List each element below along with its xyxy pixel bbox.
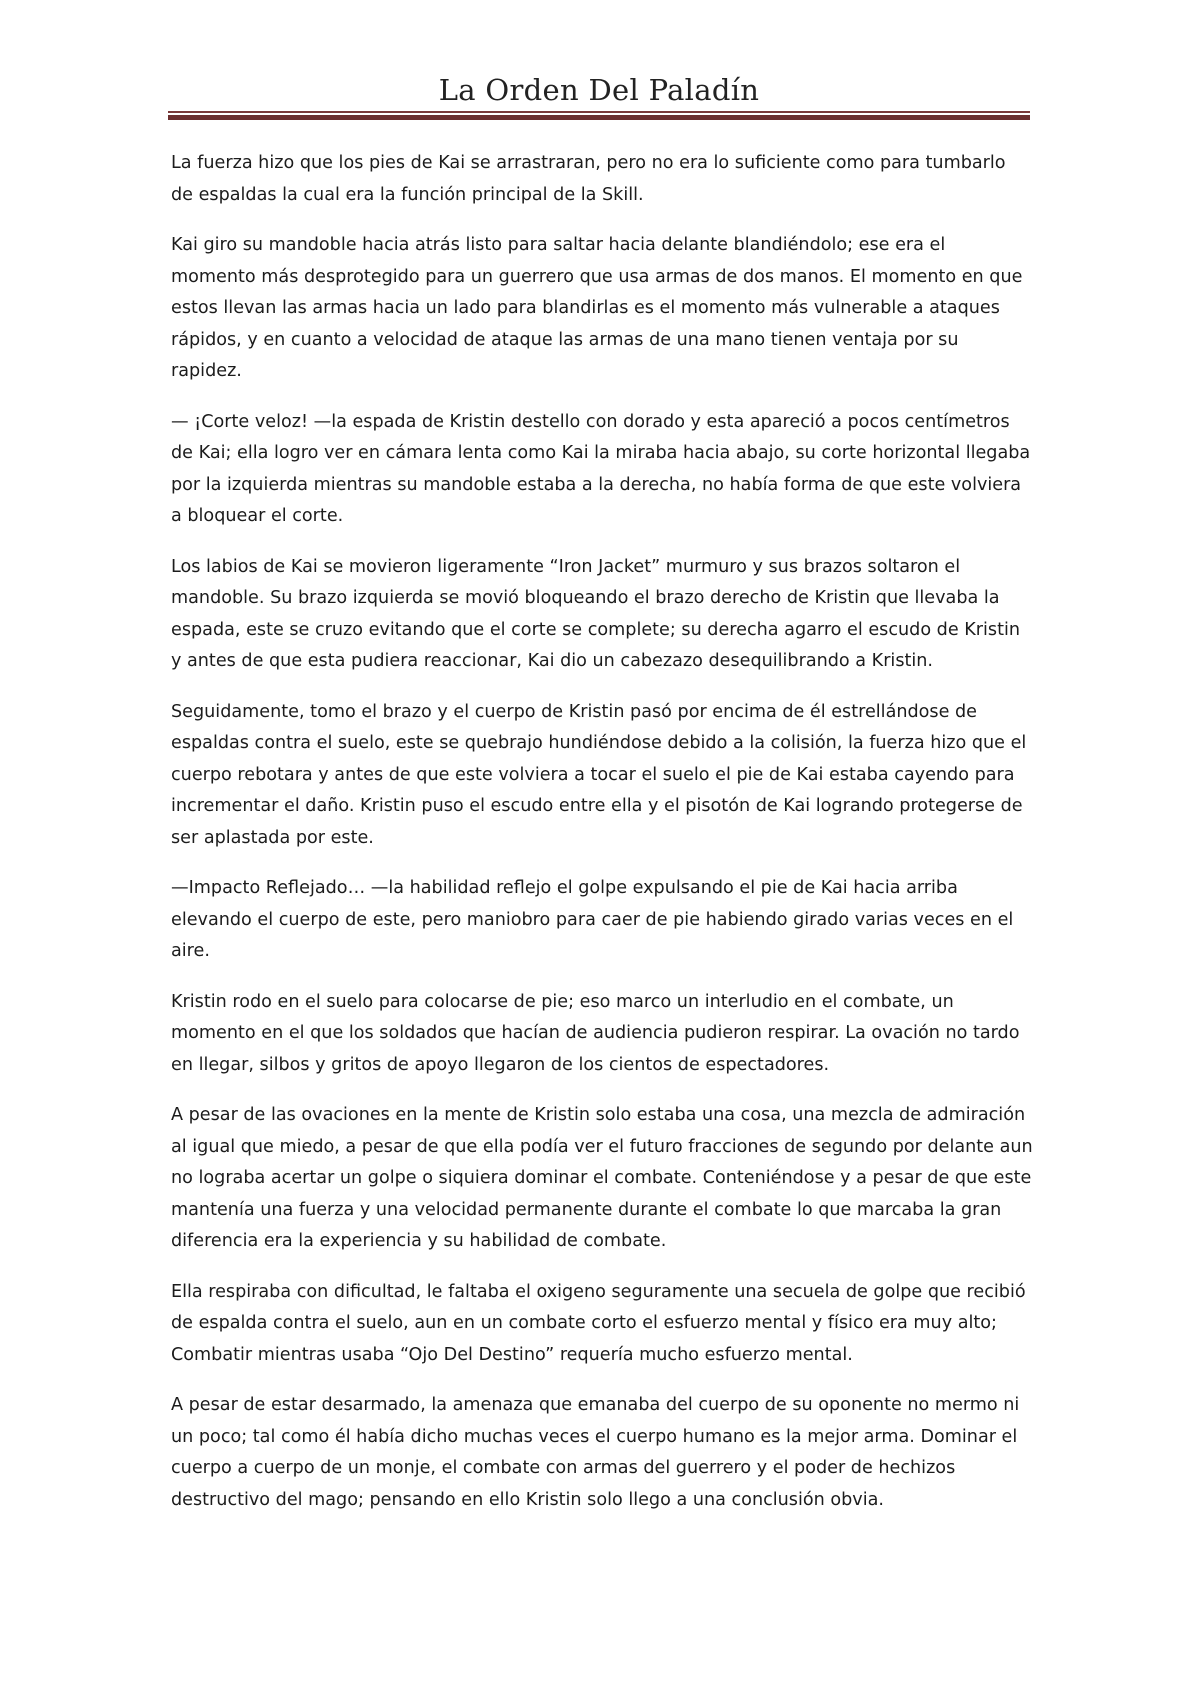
paragraph: A pesar de estar desarmado, la amenaza que emanaba del cuerpo de su oponente no mermo ni un poco; tal como él había dicho muchas veces el cuerpo humano es la mejor arma. Dominar el cuerpo a cuerpo de un monje, el combate con armas del guerrero y el poder de hechizos destructivo del mago; pensando en ello Kristin solo llego a una conclusión obvia. <box>171 1395 1020 1510</box>
paragraph: — ¡Corte veloz! —la espada de Kristin destello con dorado y esta apareció a pocos centímetros de Kai; ella logro ver en cámara lenta como Kai la miraba hacia abajo, su corte horizontal llegaba por la izquierda mientras su mandoble estaba a la derecha, no había forma de que este volviera a bloquear el corte. <box>171 411 1031 526</box>
body-text <box>171 148 1033 1535</box>
paragraph: Seguidamente, tomo el brazo y el cuerpo de Kristin pasó por encima de él estrellándose de espaldas contra el suelo, este se quebrajo hundiéndose debido a la colisión, la fuerza hizo que el cuerpo rebotara y antes de que este volviera a tocar el suelo el pie de Kai estaba cayendo para incrementar el daño. Kristin puso el escudo entre ella y el pisotón de Kai logrando protegerse de ser aplastada por este. <box>171 701 1027 848</box>
paragraph: La fuerza hizo que los pies de Kai se arrastraran, pero no era lo suficiente como para tumbarlo de espaldas la cual era la función principal de la Skill. <box>171 153 1006 205</box>
paragraph: Kai giro su mandoble hacia atrás listo para saltar hacia delante blandiéndolo; ese era el momento más desprotegido para un guerrero que usa armas de dos manos. El momento en que estos llevan las armas hacia un lado para blandirlas es el momento más vulnerable a ataques rápidos, y en cuanto a velocidad de ataque las armas de una mano tienen ventaja por su rapidez. <box>171 235 1023 381</box>
page-header <box>168 70 1030 110</box>
paragraph: Ella respiraba con dificultad, le faltaba el oxigeno seguramente una secuela de golpe que recibió de espalda contra el suelo, aun en un combate corto el esfuerzo mental y físico era muy alto; Combatir mientras usaba “Ojo Del Destino” requería mucho esfuerzo mental. <box>171 1281 1026 1365</box>
paragraph: —Impacto Reflejado… —la habilidad reflejo el golpe expulsando el pie de Kai hacia arriba elevando el cuerpo de este, pero maniobro para caer de pie habiendo girado varias veces en el aire. <box>171 878 1014 961</box>
paragraph: Kristin rodo en el suelo para colocarse de pie; eso marco un interludio en el combate, un momento en el que los soldados que hacían de audiencia pudieron respirar. La ovación no tardo en llegar, silbos y gritos de apoyo llegaron de los cientos de espectadores. <box>171 991 1020 1075</box>
paragraph: A pesar de las ovaciones en la mente de Kristin solo estaba una cosa, una mezcla de admiración al igual que miedo, a pesar de que ella podía ver el futuro fracciones de segundo por delante aun no lograba acertar un golpe o siquiera dominar el combate. Conteniéndose y a pesar de que este mantenía una fuerza y una velocidad permanente durante el combate lo que marcaba la gran diferencia era la experiencia y su habilidad de combate. <box>171 1105 1033 1251</box>
paragraph: Los labios de Kai se movieron ligeramente “Iron Jacket” murmuro y sus brazos soltaron el mandoble. Su brazo izquierda se movió bloqueando el brazo derecho de Kristin que llevaba la espada, este se cruzo evitando que el corte se complete; su derecha agarro el escudo de Kristin y antes de que esta pudiera reaccionar, Kai dio un cabezazo desequilibrando a Kristin. <box>171 556 1021 671</box>
header-rule-thin <box>168 111 1030 113</box>
header-title: La Orden Del Paladín <box>438 73 760 107</box>
header-rule-thick <box>168 115 1030 120</box>
